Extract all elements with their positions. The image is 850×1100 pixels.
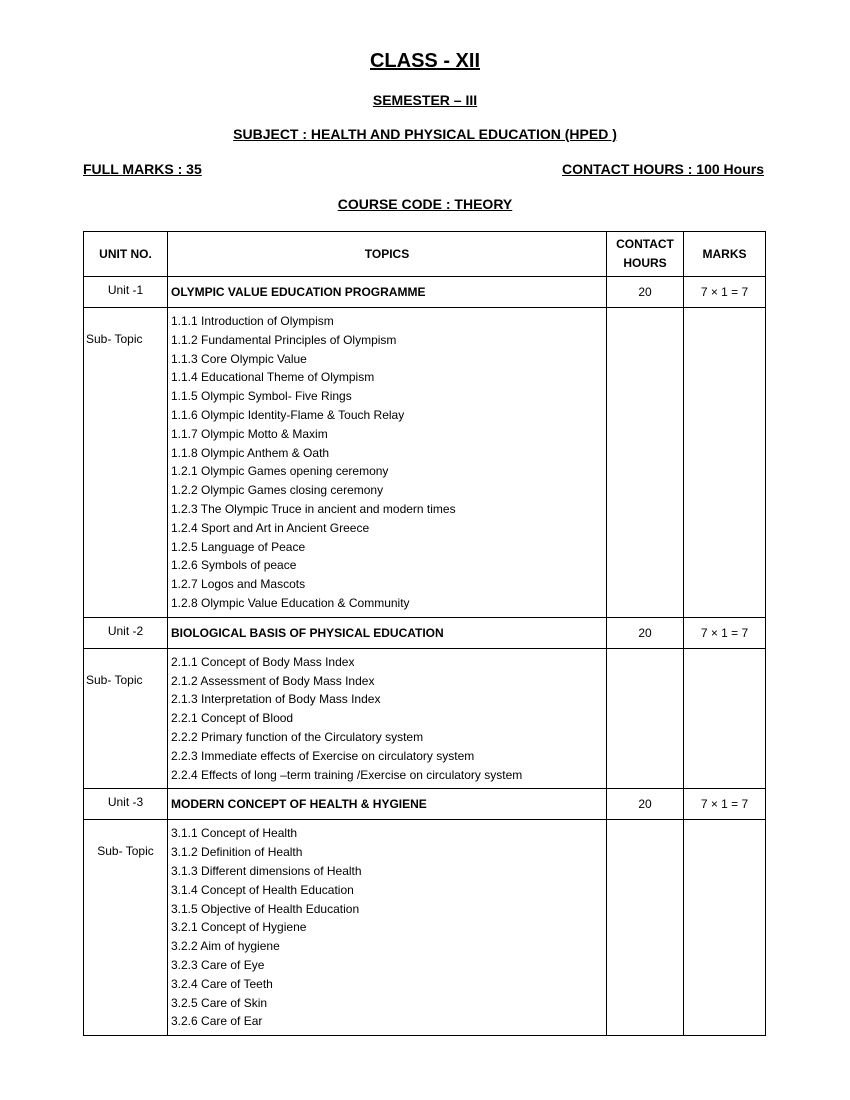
topic-item: 2.2.1 Concept of Blood [171, 711, 294, 726]
topic-item: 2.1.1 Concept of Body Mass Index [171, 654, 355, 669]
unit-marks: 7 × 1 = 7 [684, 789, 766, 820]
unit-marks: 7 × 1 = 7 [684, 277, 766, 308]
sub-topic-label: Sub- Topic [84, 308, 168, 618]
unit-number: Unit -2 [84, 617, 168, 648]
unit-row [84, 277, 766, 308]
unit-contact-hours: 20 [607, 277, 684, 308]
topic-item: 1.1.3 Core Olympic Value [171, 351, 307, 366]
topic-item: 1.2.3 The Olympic Truce in ancient and modern times [171, 501, 456, 516]
topic-list [168, 820, 606, 1035]
topic-item: 1.1.8 Olympic Anthem & Oath [171, 445, 330, 460]
unit-marks: 7 × 1 = 7 [684, 617, 766, 648]
unit-contact-hours: 20 [607, 789, 684, 820]
empty-marks-cell [684, 308, 766, 618]
unit-title: OLYMPIC VALUE EDUCATION PROGRAMME [168, 277, 607, 308]
unit-row [84, 789, 766, 820]
topic-item: 1.1.1 Introduction of Olympism [171, 314, 334, 328]
topic-item: 2.1.2 Assessment of Body Mass Index [171, 673, 375, 688]
topic-item: 1.2.7 Logos and Mascots [171, 577, 306, 592]
topic-item: 1.2.1 Olympic Games opening ceremony [171, 464, 389, 479]
topic-item: 3.2.2 Aim of hygiene [171, 939, 280, 954]
topic-item: 3.1.2 Definition of Health [171, 845, 303, 860]
semester-title: SEMESTER – III [372, 92, 478, 108]
topics-cell [168, 308, 607, 618]
subtopic-row [84, 820, 766, 1036]
topic-item: 1.1.2 Fundamental Principles of Olympism [171, 332, 397, 347]
topic-item: 3.2.1 Concept of Hygiene [171, 920, 307, 935]
topic-item: 2.2.2 Primary function of the Circulatory system [171, 729, 424, 744]
topic-item: 3.1.5 Objective of Health Education [171, 901, 360, 916]
full-marks: FULL MARKS : 35 [83, 161, 202, 177]
course-code: COURSE CODE : THEORY [337, 196, 513, 212]
header-unit-no: UNIT NO. [84, 232, 168, 277]
topic-item: 1.2.2 Olympic Games closing ceremony [171, 483, 384, 498]
topic-item: 3.2.6 Care of Ear [171, 1014, 263, 1029]
sub-topic-label: Sub- Topic [84, 820, 168, 1036]
unit-title: MODERN CONCEPT OF HEALTH & HYGIENE [168, 789, 607, 820]
sub-topic-label: Sub- Topic [84, 648, 168, 789]
topic-item: 1.1.7 Olympic Motto & Maxim [171, 426, 328, 441]
topic-item: 1.2.4 Sport and Art in Ancient Greece [171, 520, 370, 535]
unit-title: BIOLOGICAL BASIS OF PHYSICAL EDUCATION [168, 617, 607, 648]
topic-item: 2.2.4 Effects of long –term training /Exercise on circulatory system [171, 767, 523, 782]
topic-list [168, 308, 606, 617]
topic-item: 3.2.5 Care of Skin [171, 995, 268, 1010]
topic-item: 3.1.1 Concept of Health [171, 826, 298, 841]
empty-hours-cell [607, 648, 684, 789]
topic-item: 2.1.3 Interpretation of Body Mass Index [171, 692, 381, 707]
topic-item: 1.1.5 Olympic Symbol- Five Rings [171, 389, 352, 404]
empty-hours-cell [607, 820, 684, 1036]
unit-number: Unit -3 [84, 789, 168, 820]
subject-title: SUBJECT : HEALTH AND PHYSICAL EDUCATION (HPED ) [233, 126, 617, 142]
subtopic-row [84, 648, 766, 789]
units-body [84, 277, 766, 1036]
topic-item: 3.2.3 Care of Eye [171, 957, 265, 972]
unit-row [84, 617, 766, 648]
topics-cell [168, 648, 607, 789]
subtopic-row [84, 308, 766, 618]
contact-hours-total: CONTACT HOURS : 100 Hours [562, 161, 764, 177]
topic-list [168, 649, 606, 789]
topic-item: 3.1.4 Concept of Health Education [171, 882, 354, 897]
topic-item: 1.1.4 Educational Theme of Olympism [171, 370, 375, 385]
header-topics: TOPICS [168, 232, 607, 277]
unit-contact-hours: 20 [607, 617, 684, 648]
topic-item: 1.2.5 Language of Peace [171, 539, 306, 554]
topic-item: 3.2.4 Care of Teeth [171, 976, 273, 991]
topic-item: 3.1.3 Different dimensions of Health [171, 863, 362, 878]
topics-cell [168, 820, 607, 1036]
syllabus-table [83, 231, 766, 1036]
class-title: CLASS - XII [369, 50, 480, 72]
empty-marks-cell [684, 820, 766, 1036]
empty-hours-cell [607, 308, 684, 618]
empty-marks-cell [684, 648, 766, 789]
header-marks: MARKS [684, 232, 766, 277]
header-contact-hours: CONTACT HOURS [607, 232, 684, 277]
topic-item: 2.2.3 Immediate effects of Exercise on circulatory system [171, 748, 475, 763]
unit-number: Unit -1 [84, 277, 168, 308]
table-header-row [84, 232, 766, 277]
topic-item: 1.2.8 Olympic Value Education & Community [171, 595, 410, 610]
topic-item: 1.2.6 Symbols of peace [171, 558, 297, 573]
topic-item: 1.1.6 Olympic Identity-Flame & Touch Relay [171, 407, 405, 422]
